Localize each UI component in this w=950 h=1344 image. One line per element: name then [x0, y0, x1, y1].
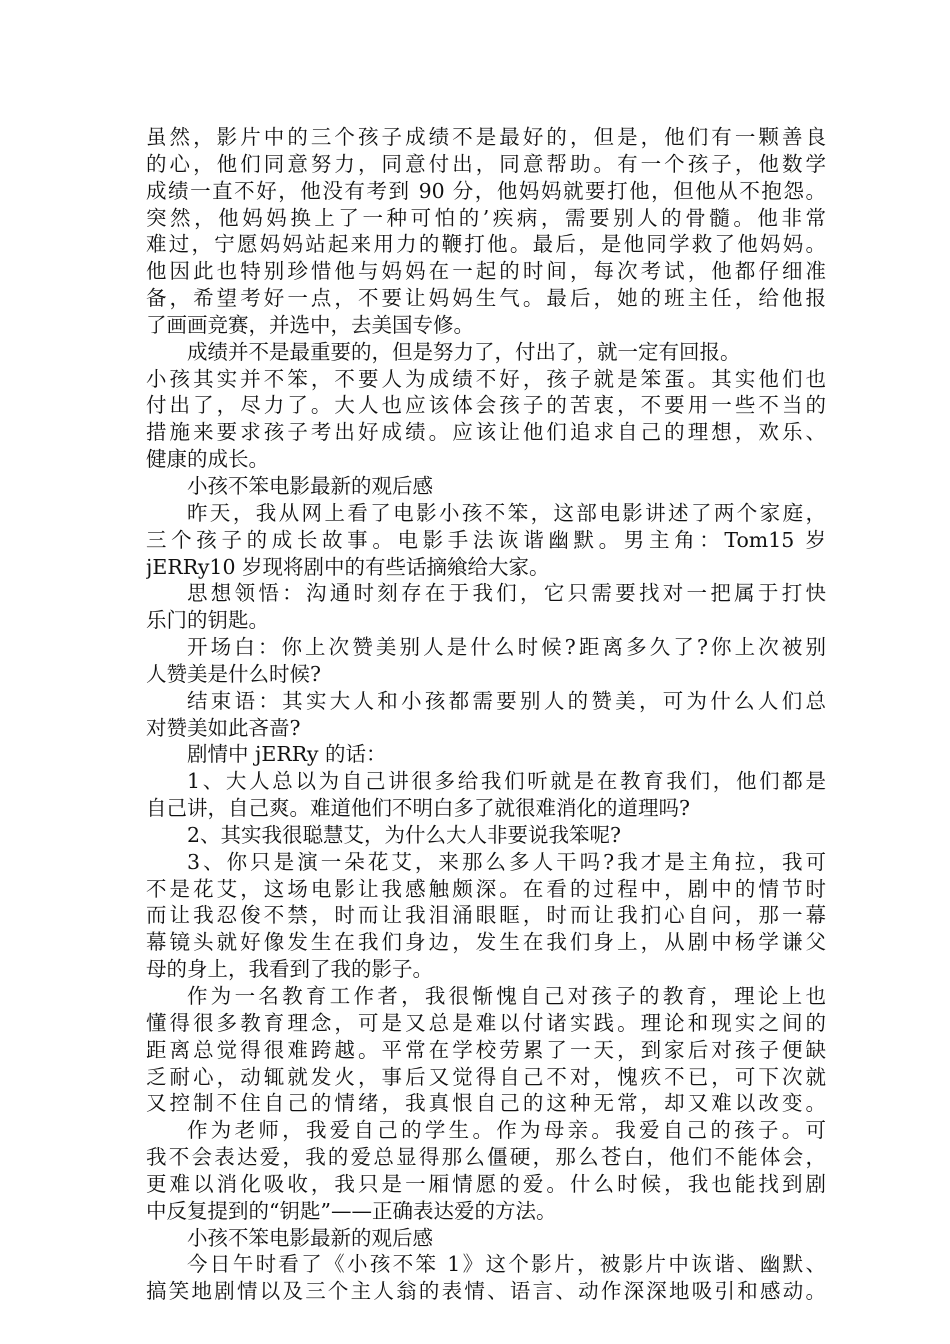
document-body [146, 124, 826, 1305]
text-line: 三个孩子的成长故事。电影手法诙谐幽默。男主角：Tom15 岁 [146, 527, 826, 552]
text-line: 小孩不笨电影最新的观后感 [187, 1225, 433, 1250]
text-line: 突然，他妈妈换上了一种可怕的’疾病，需要别人的骨髓。他非常 [146, 205, 826, 230]
text-line: 作为老师，我爱自己的学生。作为母亲。我爱自己的孩子。可 [187, 1118, 826, 1143]
text-line: 虽然，影片中的三个孩子成绩不是最好的，但是，他们有一颗善良 [146, 125, 826, 149]
text-line: 了画画竞赛，并选中，去美国专修。 [146, 312, 474, 337]
text-line: 自己讲，自己爽。难道他们不明白多了就很难消化的道理吗? [146, 796, 690, 821]
text-line: 不是花艾，这场电影让我感触颇深。在看的过程中，剧中的情节时 [146, 876, 826, 901]
text-line: 我不会表达爱，我的爱总显得那么僵硬，那么苍白，他们不能体会， [146, 1145, 826, 1170]
text-line: 健康的成长。 [146, 447, 269, 472]
text-line: 今日午时看了《小孩不笨 1》这个影片，被影片中诙谐、幽默、 [187, 1252, 826, 1277]
text-line: 成绩一直不好，他没有考到 90 分，他妈妈就要打他，但他从不抱怨。 [146, 178, 826, 203]
text-line: 又控制不住自己的情绪，我真恨自己的这种无常，却又难以改变。 [146, 1091, 826, 1116]
text-line: 开场白：你上次赞美别人是什么时候?距离多久了?你上次被别 [187, 635, 826, 660]
text-line: 懂得很多教育理念，可是又总是难以付诸实践。理论和现实之间的 [146, 1010, 826, 1035]
text-line: 乐门的钥匙。 [146, 608, 269, 633]
text-line: 2、其实我很聪慧艾，为什么大人非要说我笨呢? [187, 822, 622, 847]
text-line: 人赞美是什么时候? [146, 661, 321, 686]
text-line: 备，希望考好一点，不要让妈妈生气。最后，她的班主任，给他报 [146, 286, 826, 311]
text-line: 距离总觉得很难跨越。平常在学校劳累了一天，到家后对孩子便缺 [146, 1037, 826, 1062]
text-line: 3、你只是演一朵花艾，来那么多人干吗?我才是主角拉，我可 [187, 849, 826, 874]
text-line: 对赞美如此吝啬? [146, 715, 301, 740]
text-line: 中反复提到的“钥匙”——正确表达爱的方法。 [146, 1198, 557, 1223]
text-line: 的心，他们同意努力，同意付出，同意帮助。有一个孩子，他数学 [146, 151, 826, 176]
text-line: 付出了，尽力了。大人也应该体会孩子的苦衷，不要用一些不当的 [146, 393, 826, 418]
text-line: 搞笑地剧情以及三个主人翁的表情、语言、动作深深地吸引和感动。 [146, 1279, 826, 1304]
text-line: 幕镜头就好像发生在我们身边，发生在我们身上，从剧中杨学谦父 [146, 930, 826, 955]
text-line: 小孩不笨电影最新的观后感 [187, 473, 433, 498]
text-line: 难过，宁愿妈妈站起来用力的鞭打他。最后，是他同学救了他妈妈。 [146, 232, 826, 257]
text-line: 而让我忍俊不禁，时而让我泪涌眼眶，时而让我扪心自问，那一幕 [146, 903, 826, 928]
text-line: 乏耐心，动辄就发火，事后又觉得自己不对，愧疚不已，可下次就 [146, 1064, 826, 1089]
text-line: 措施来要求孩子考出好成绩。应该让他们追求自己的理想，欢乐、 [146, 420, 826, 445]
text-line: 母的身上，我看到了我的影子。 [146, 957, 433, 982]
text-line: 小孩其实并不笨，不要人为成绩不好，孩子就是笨蛋。其实他们也 [146, 366, 826, 391]
text-line: 结束语：其实大人和小孩都需要别人的赞美，可为什么人们总 [187, 688, 826, 713]
text-line: 他因此也特别珍惜他与妈妈在一起的时间，每次考试，他都仔细准 [146, 259, 826, 284]
text-line: 思想领悟：沟通时刻存在于我们，它只需要找对一把属于打快 [187, 581, 826, 606]
text-line: 成绩并不是最重要的，但是努力了，付出了，就一定有回报。 [187, 339, 741, 364]
text-line: 1、大人总以为自己讲很多给我们听就是在教育我们，他们都是 [187, 769, 826, 794]
text-line: 昨天，我从网上看了电影小孩不笨，这部电影讲述了两个家庭， [187, 500, 826, 525]
text-line: 作为一名教育工作者，我很惭愧自己对孩子的教育，理论上也 [187, 984, 826, 1008]
text-line: 更难以消化吸收，我只是一厢情愿的爱。什么时候，我也能找到剧 [146, 1171, 826, 1196]
text-line: 剧情中 jERRy 的话： [187, 742, 387, 767]
text-line: jERRy10 岁现将剧中的有些话摘飨给大家。 [146, 554, 550, 579]
